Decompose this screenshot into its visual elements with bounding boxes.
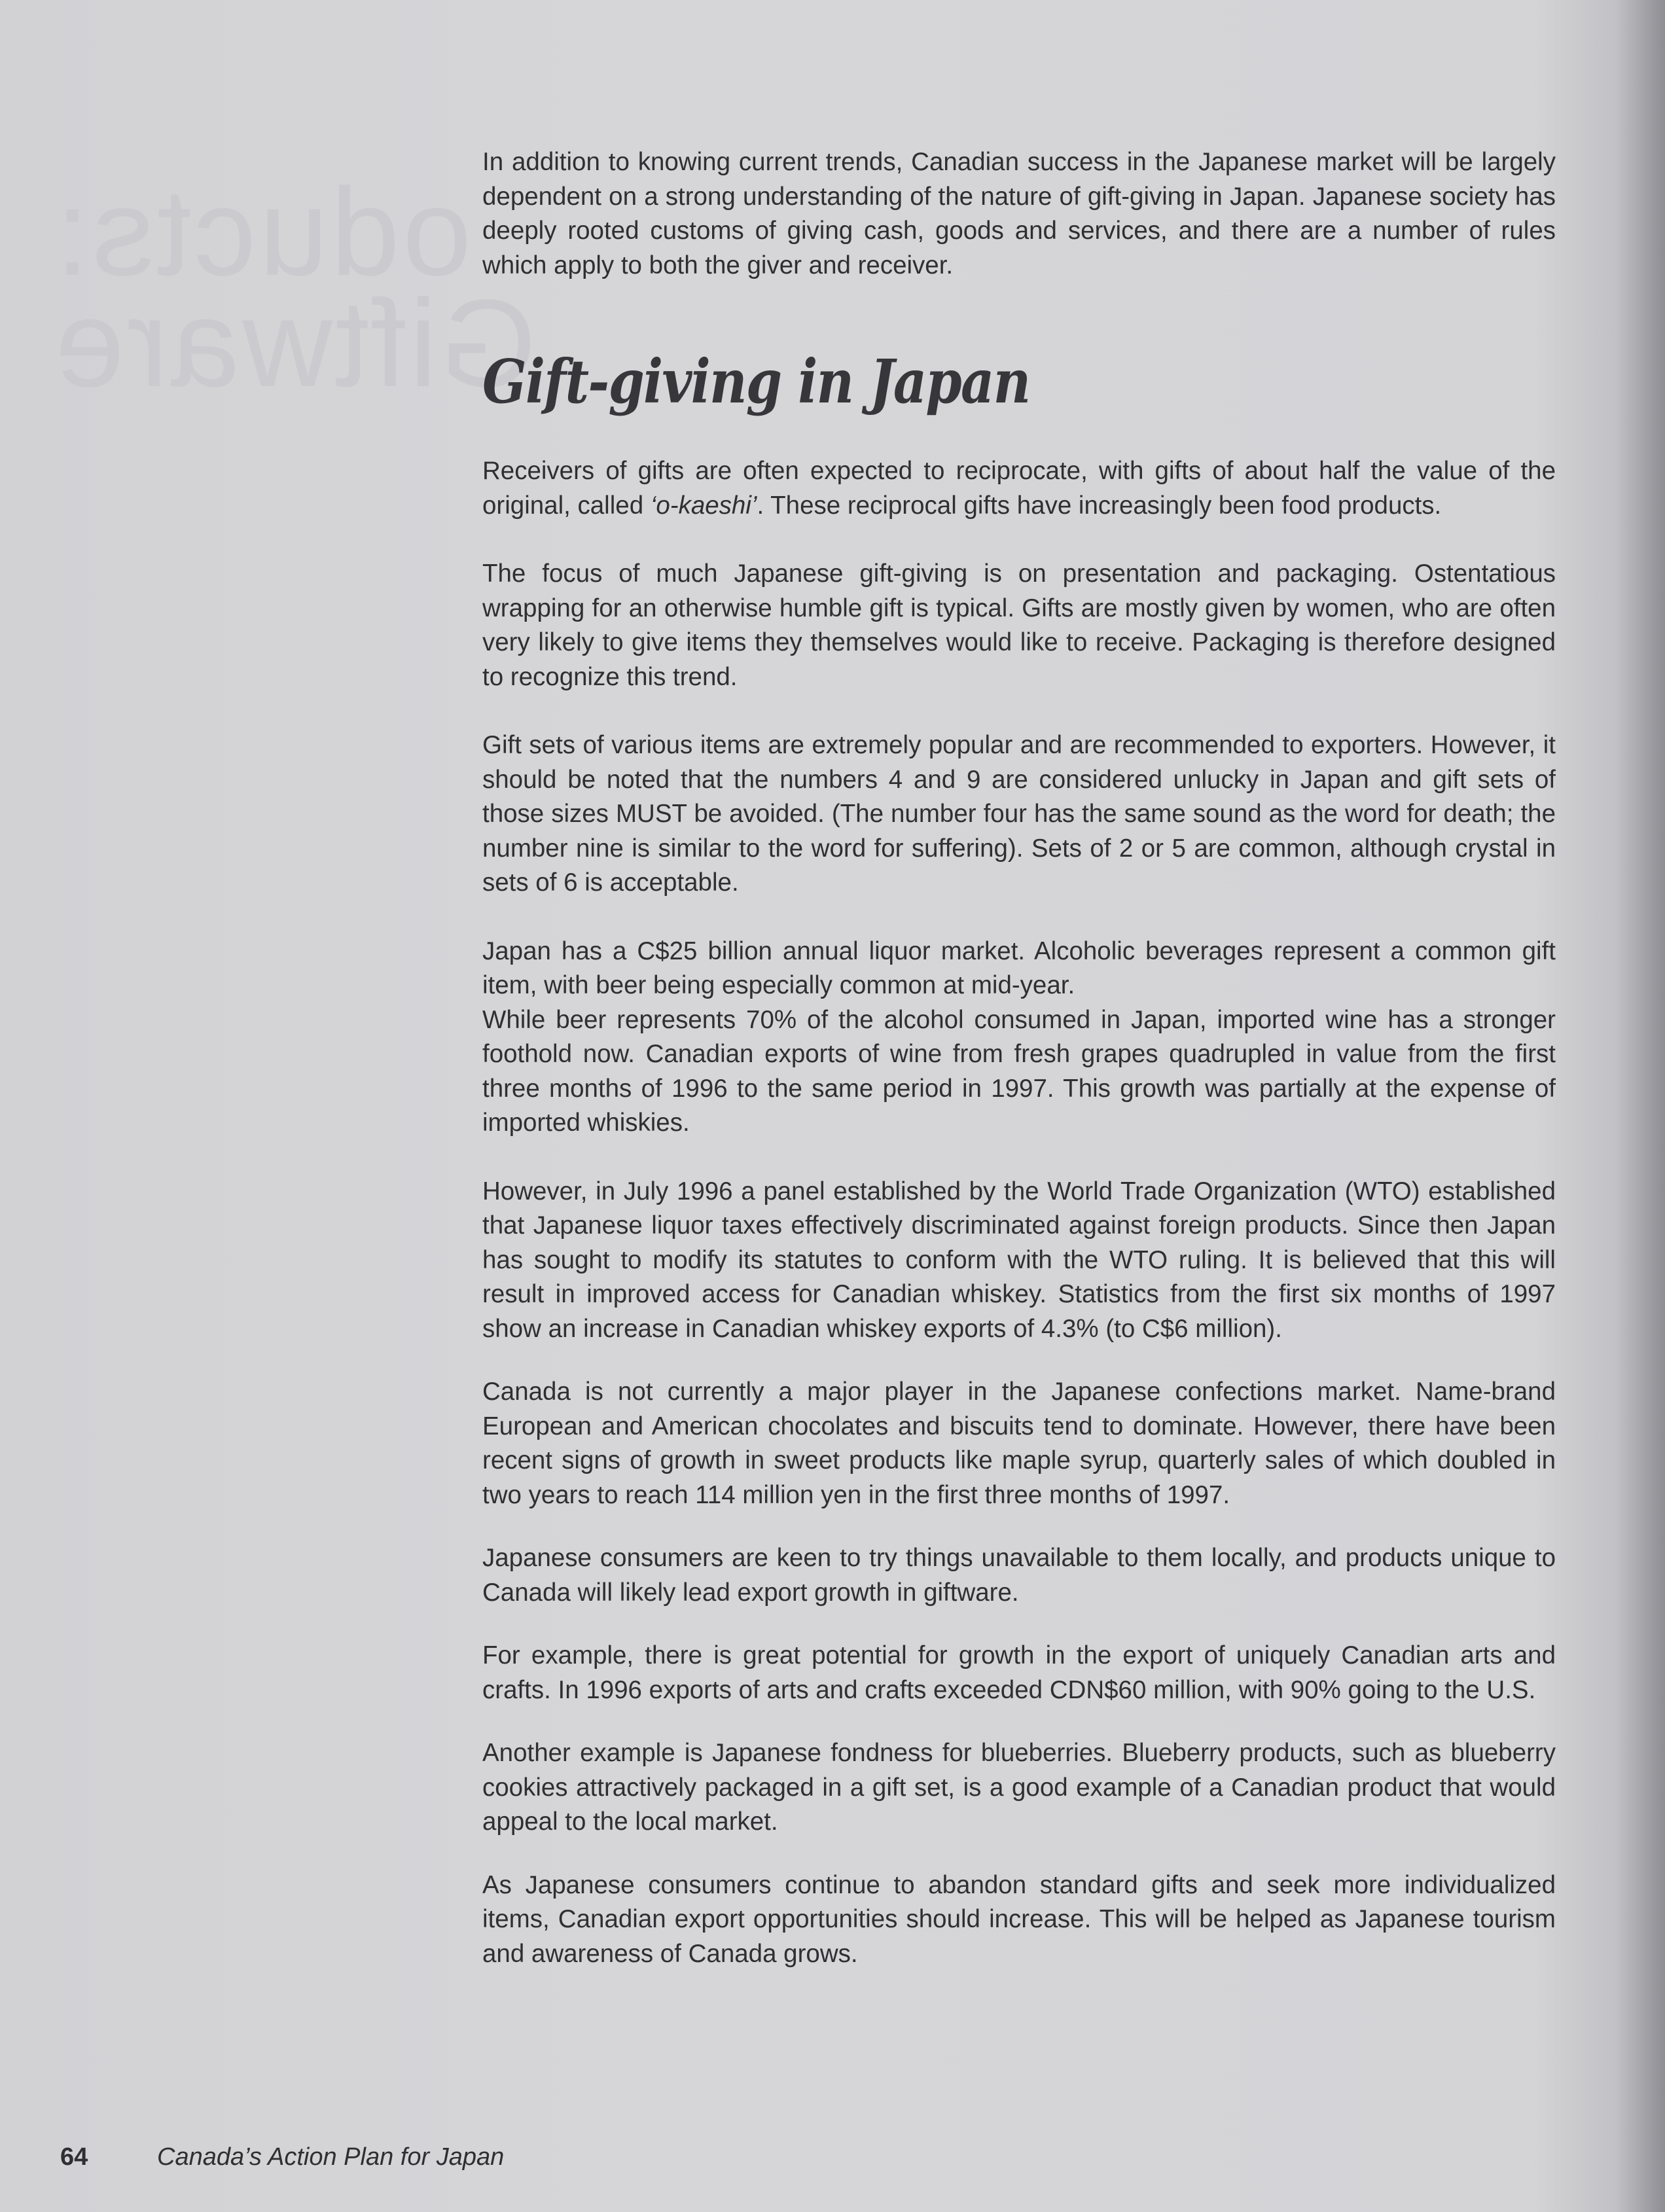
main-text-column — [482, 145, 1556, 1971]
term-o-kaeshi: ‘o-kaeshi’ — [650, 491, 757, 520]
publication-title: Canada’s Action Plan for Japan — [157, 2143, 505, 2171]
page-number: 64 — [60, 2143, 88, 2171]
paragraph-arts-crafts: For example, there is great potential for growth in the export of uniquely Canadian arts and crafts. In 1996 exports of arts and crafts exceeded CDN$60 million, with 90% going to the U.S. — [482, 1641, 1556, 1704]
bleed-through-text-line-2: Giftware — [52, 274, 537, 413]
paragraph-blueberries: Another example is Japanese fondness for blueberries. Blueberry products, such as blueberry cookies attractively packaged in a gift set, is a good example of a Canadian product that would appeal to the local market. — [482, 1739, 1556, 1836]
bleed-through-text-line-1: oducts: — [52, 163, 472, 302]
paragraph-wine: While beer represents 70% of the alcohol consumed in Japan, imported wine has a stronger foothold now. Canadian exports of wine from fresh grapes quadrupled in value from the first three months of 1996 to the same period in 1997. This growth was partially at the expense of imported whiskies. — [482, 1005, 1556, 1137]
paragraph-gift-sets: Gift sets of various items are extremely popular and are recommended to exporters. However, it should be noted that the numbers 4 and 9 are considered unlucky in Japan and gift sets of those sizes MUST be avoided. (The number four has the same sound as the word for death; the number nine is similar to the word for suffering). Sets of 2 or 5 are common, although crystal in sets of 6 is acceptable. — [482, 731, 1556, 897]
paragraph-packaging: The focus of much Japanese gift-giving is on presentation and packaging. Ostentatious wrapping for an otherwise humble gift is typical. Gifts are mostly given by women, who are often very likely to give items they themselves would like to receive. Packaging is therefore designed to recognize this trend. — [482, 560, 1556, 691]
paragraph-consumers: Japanese consumers are keen to try things unavailable to them locally, and products unique to Canada will likely lead export growth in giftware. — [482, 1544, 1556, 1607]
paragraph-wto: However, in July 1996 a panel established by the World Trade Organization (WTO) established that Japanese liquor taxes effectively discriminated against foreign products. Since then Japan has sought to modify its statutes to conform with the WTO ruling. It is believed that this will result in improved access for Canadian whiskey. Statistics from the first six months of 1997 show an increase in Canadian whiskey exports of 4.3% (to C$6 million). — [482, 1177, 1556, 1343]
paragraph-reciprocation-text-2: . These reciprocal gifts have increasingly been food products. — [757, 491, 1442, 520]
paragraph-confections: Canada is not currently a major player in the Japanese confections market. Name-brand European and American chocolates and biscuits tend to dominate. However, there have been recent signs of growth in sweet products like maple syrup, quarterly sales of which doubled in two years to reach 114 million yen in the first three months of 1997. — [482, 1378, 1556, 1509]
intro-paragraph: In addition to knowing current trends, Canadian success in the Japanese market will be largely dependent on a strong understanding of the nature of gift-giving in Japan. Japanese society has deeply rooted customs of giving cash, goods and services, and there are a number of rules which apply to both the giver and receiver. — [482, 148, 1556, 279]
page-footer — [60, 2141, 504, 2173]
paragraph-liquor-market: Japan has a C$25 billion annual liquor market. Alcoholic beverages represent a common gift item, with beer being especially common at mid-year. — [482, 937, 1556, 999]
paragraph-conclusion: As Japanese consumers continue to abandon standard gifts and seek more individualized items, Canadian export opportunities should increase. This will be helped as Japanese tourism and awareness of Canada grows. — [482, 1870, 1556, 1968]
section-heading: Gift-giving in Japan — [482, 346, 1030, 417]
paragraph-reciprocation-text-1: Receivers of gifts are often expected to reciprocate, with gifts of about half the value of the original, called — [482, 457, 1556, 520]
paragraph-reciprocation — [482, 454, 1556, 523]
